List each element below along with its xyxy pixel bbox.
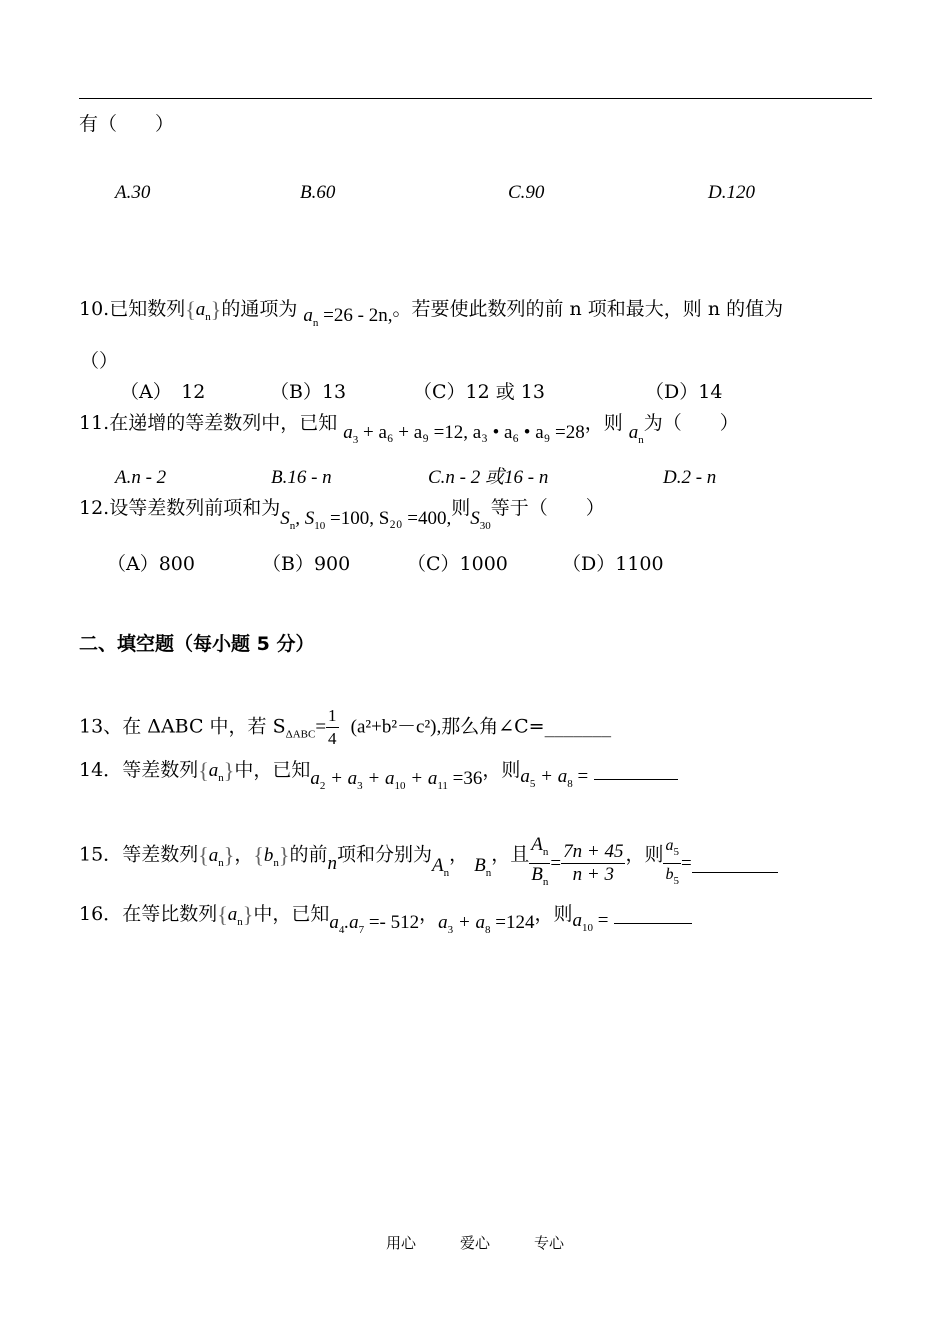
q9-option-d: D.120 bbox=[708, 182, 755, 203]
footer-text-3: 专心 bbox=[534, 1234, 565, 1252]
q10-option-b: （B）13 bbox=[270, 381, 347, 403]
q10-option-c: （C）12 或 13 bbox=[413, 381, 545, 403]
q12-stem: 12.设等差数列前项和为$S_n$, $S_{10} =100$, S₂₀ =400,则$S_{30}$等于（ ） bbox=[79, 497, 605, 532]
page-footer bbox=[0, 1232, 950, 1253]
q14-stem: 14．等差数列$\{a_n\}$中，已知$a_2 + a_3 + a_{10} + a_{11} =36$，则$a_5 + a_8$ = bbox=[79, 758, 678, 790]
q11-option-b: B.16 - n bbox=[271, 467, 332, 488]
q11-option-a: A.n - 2 bbox=[115, 467, 167, 488]
q12-option-c: （C）1000 bbox=[407, 553, 508, 575]
q12-option-b: （B）900 bbox=[262, 553, 351, 575]
q15-stem: 15．等差数列$\{a_n\}$，$\{b_n\}$的前n项和分别为$A_n$， $B_n$，且 $\frac{A_n}{B_n}$ = $\frac{7n + 45}{n + 3}$ ，则 $\frac{a_5}{b_5}$ = bbox=[79, 826, 778, 885]
q10-stem: 10.已知数列$\{a_n\}$的通项为 $a_n =26 - 2n$,。若要使此数列的前 n 项和最大，则 n 的值为 bbox=[79, 297, 784, 329]
q10-option-d: （D）14 bbox=[645, 381, 723, 403]
q13-stem: 13、在 ΔABC 中，若 $S_{\Delta ABC}=$ $\frac{1}{4}$ (a²+b²－c²),那么角∠C=_______ bbox=[79, 706, 612, 748]
footer-text-2: 爱心 bbox=[459, 1234, 490, 1252]
q14-answer-blank[interactable] bbox=[594, 761, 678, 780]
q11-option-c: C.n - 2 或16 - n bbox=[428, 467, 549, 488]
question-number: 10. bbox=[79, 298, 110, 320]
q11-option-d: D.2 - n bbox=[663, 467, 717, 488]
footer-text-1: 用心 bbox=[385, 1234, 416, 1252]
q9-option-c: C.90 bbox=[508, 182, 545, 203]
q11-stem: 11.在递增的等差数列中，已知 $a_3 + a_6 + a_9 =12$, a₃ • a₆ • a₉ =28，则 $a_n$为（ ） bbox=[79, 412, 739, 446]
q16-stem: 16．在等比数列$\{a_n\}$中，已知$a_4.a_7 =- 512$，$a_3 + a_8 =124$，则$a_{10}$ = bbox=[79, 902, 692, 934]
q15-answer-blank[interactable] bbox=[692, 854, 778, 873]
q9-option-b: B.60 bbox=[300, 182, 336, 203]
q10-paren: （） bbox=[80, 350, 119, 372]
q12-option-d: （D）1100 bbox=[562, 553, 664, 575]
q12-option-a: （A）800 bbox=[107, 553, 195, 575]
q9-option-a: A.30 bbox=[115, 182, 151, 203]
q9-tail: 有（ ） bbox=[79, 113, 175, 135]
q16-answer-blank[interactable] bbox=[614, 905, 692, 924]
q10-option-a: （A） 12 bbox=[120, 381, 206, 403]
header-rule bbox=[79, 98, 872, 99]
section-2-title: 二、填空题（每小题 5 分） bbox=[79, 633, 315, 655]
